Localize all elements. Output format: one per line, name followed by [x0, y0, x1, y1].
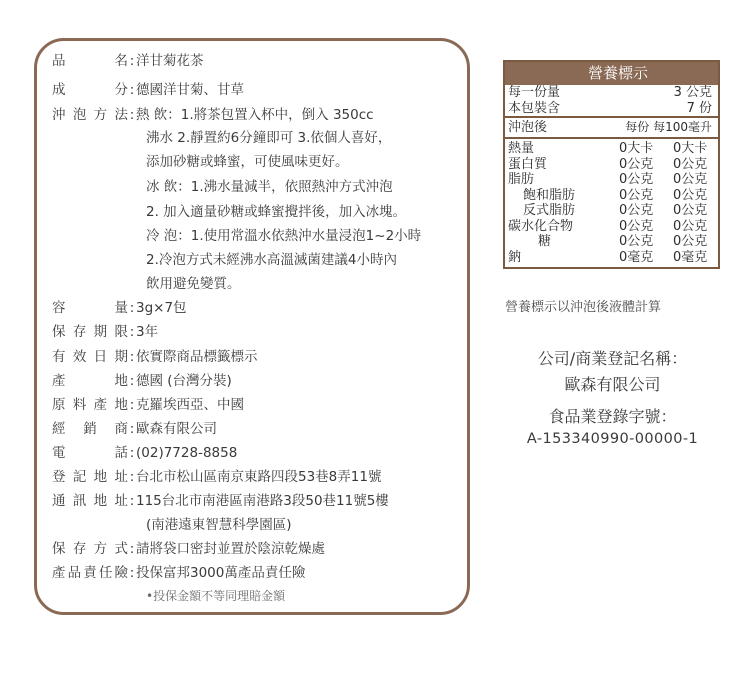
nutrition-title: 營養標示 — [505, 62, 718, 85]
brew-line: 飲用避免變質。 — [146, 276, 241, 292]
nutrient-per-100ml: 0大卡 — [673, 141, 708, 156]
nutrient-name: 反式脂肪 — [523, 203, 576, 218]
label-row-raw-origin: 原料產地 : 克羅埃西亞、中國 — [52, 397, 244, 413]
nutrient-per-100ml: 0毫克 — [673, 249, 708, 265]
column-header: 每份 每100毫升 — [625, 120, 712, 134]
nutrient-per-100ml: 0公克 — [673, 156, 708, 172]
row-value: 投保富邦3000萬產品責任險 — [136, 565, 306, 581]
row-label: 容量 — [52, 300, 128, 316]
label-row-name: 品名 : 洋甘菊花茶 — [52, 53, 204, 69]
nutrient-per-serving: 0毫克 — [619, 249, 654, 265]
company-name: 歐森有限公司 — [564, 375, 661, 394]
nutrient-row — [505, 219, 718, 235]
nutrition-facts-table — [503, 60, 720, 269]
brew-line: 添加砂糖或蜂蜜，可使風味更好。 — [146, 154, 349, 170]
row-label: 原料產地 — [52, 397, 128, 413]
nutrition-footnote: 營養標示以沖泡後液體計算 — [505, 300, 662, 315]
nutrient-per-serving: 0公克 — [619, 218, 654, 234]
label-row-origin: 產地 : 德國 (台灣分裝) — [52, 373, 232, 389]
label-row-ingredients: 成分 : 德國洋甘菊、甘草 — [52, 82, 244, 98]
brew-line: 2.冷泡方式未經沸水高溫滅菌建議4小時內 — [146, 252, 397, 268]
serving-size-row — [505, 85, 718, 101]
brew-line: 2. 加入適量砂糖或蜂蜜攪拌後，加入冰塊。 — [146, 204, 407, 220]
brew-line: 冷 泡：1.使用常溫水依熱沖水量浸泡1~2小時 — [146, 228, 422, 244]
nutrient-per-serving: 0公克 — [619, 234, 654, 249]
nutrient-per-100ml: 0公克 — [673, 218, 708, 234]
label-row-capacity: 容量 : 3g×7包 — [52, 300, 187, 316]
nutrient-row — [505, 188, 718, 204]
row-value: 德國 (台灣分裝) — [136, 373, 232, 389]
row-value: 歐森有限公司 — [136, 421, 217, 437]
nutrient-row — [505, 157, 718, 173]
row-label: 沖泡方法 — [52, 107, 128, 123]
nutrient-per-serving: 0公克 — [619, 187, 654, 203]
label-row-storage: 保存方式 : 請將袋口密封並置於陰涼乾燥處 — [52, 541, 325, 557]
reg-label: 食品業登錄字號： — [548, 407, 677, 426]
row-label: 經銷商 — [52, 421, 128, 437]
row-value: 洋甘菊花茶 — [136, 53, 204, 69]
row-value: 克羅埃西亞、中國 — [136, 397, 244, 413]
row-label: 保存期限 — [52, 324, 128, 340]
nutrient-per-serving: 0公克 — [619, 172, 654, 187]
row-value: 依實際商品標籤標示 — [136, 349, 258, 365]
row-value: (02)7728-8858 — [136, 445, 238, 461]
brew-line: 沸水 2.靜置約6分鐘即可 3.依個人喜好， — [146, 130, 392, 146]
label-row-expiry: 有效日期 : 依實際商品標籤標示 — [52, 349, 258, 365]
company-label: 公司/商業登記名稱： — [537, 349, 688, 368]
nutrient-name: 蛋白質 — [508, 156, 548, 172]
nutrient-name: 熱量 — [508, 141, 535, 156]
nutrient-per-100ml: 0公克 — [673, 172, 708, 187]
after-brew-label: 沖泡後 — [508, 120, 548, 135]
row-label: 電話 — [52, 445, 128, 461]
row-value: 3g×7包 — [136, 300, 187, 316]
nutrient-per-serving: 0公克 — [619, 203, 654, 218]
nutrient-name: 鈉 — [508, 249, 522, 265]
address-continuation: (南港遠東智慧科學園區) — [146, 517, 292, 533]
row-label: 通訊地址 — [52, 493, 128, 509]
label-row-shelf-life: 保存期限 : 3年 — [52, 324, 159, 340]
row-value: 熱 飲：1.將茶包置入杯中，倒入 350cc — [136, 107, 374, 123]
row-value: 台北市松山區南京東路四段53巷8弄11號 — [136, 469, 382, 485]
serving-label: 每一份量 — [508, 85, 561, 100]
row-label: 產品責任險 — [52, 565, 128, 581]
row-label: 品名 — [52, 53, 128, 69]
pack-label: 本包裝含 — [508, 100, 561, 116]
nutrient-row — [505, 234, 718, 250]
brew-line: 冰 飲：1.沸水量減半，依照熱沖方式沖泡 — [146, 179, 393, 195]
nutrient-row — [505, 172, 718, 188]
insurance-note: •投保金額不等同理賠金額 — [146, 589, 286, 603]
row-value: 請將袋口密封並置於陰涼乾燥處 — [136, 541, 325, 557]
nutrient-name: 飽和脂肪 — [523, 187, 576, 203]
row-value: 3年 — [136, 324, 159, 340]
label-row-brewing: 沖泡方法 : 熱 飲：1.將茶包置入杯中，倒入 350cc — [52, 107, 374, 123]
nutrient-name: 脂肪 — [508, 172, 535, 187]
label-row-insurance: 產品責任險 : 投保富邦3000萬產品責任險 — [52, 565, 306, 581]
nutrient-per-serving: 0公克 — [619, 156, 654, 172]
label-row-phone: 電話 : (02)7728-8858 — [52, 445, 238, 461]
servings-per-pack-row — [505, 101, 718, 117]
nutrient-per-100ml: 0公克 — [673, 203, 708, 218]
nutrient-row — [505, 203, 718, 219]
row-label: 登記地址 — [52, 469, 128, 485]
nutrient-row — [505, 250, 718, 266]
row-label: 成分 — [52, 82, 128, 98]
nutrient-per-100ml: 0公克 — [673, 187, 708, 203]
label-row-distributor: 經銷商 : 歐森有限公司 — [52, 421, 217, 437]
pack-value: 7 份 — [686, 100, 712, 116]
nutrient-name: 糖 — [538, 234, 552, 249]
label-row-reg-address: 登記地址 : 台北市松山區南京東路四段53巷8弄11號 — [52, 469, 382, 485]
reg-number: A-153340990-00000-1 — [526, 431, 699, 447]
nutrient-per-100ml: 0公克 — [673, 234, 708, 249]
after-brew-header — [505, 118, 718, 137]
row-value: 德國洋甘菊、甘草 — [136, 82, 244, 98]
row-label: 保存方式 — [52, 541, 128, 557]
nutrient-row — [505, 141, 718, 157]
row-value: 115台北市南港區南港路3段50巷11號5樓 — [136, 493, 389, 509]
row-label: 產地 — [52, 373, 128, 389]
label-row-mail-address: 通訊地址 : 115台北市南港區南港路3段50巷11號5樓 — [52, 493, 389, 509]
row-label: 有效日期 — [52, 349, 128, 365]
nutrient-per-serving: 0大卡 — [619, 141, 654, 156]
serving-value: 3 公克 — [673, 85, 712, 100]
nutrient-name: 碳水化合物 — [508, 218, 574, 234]
